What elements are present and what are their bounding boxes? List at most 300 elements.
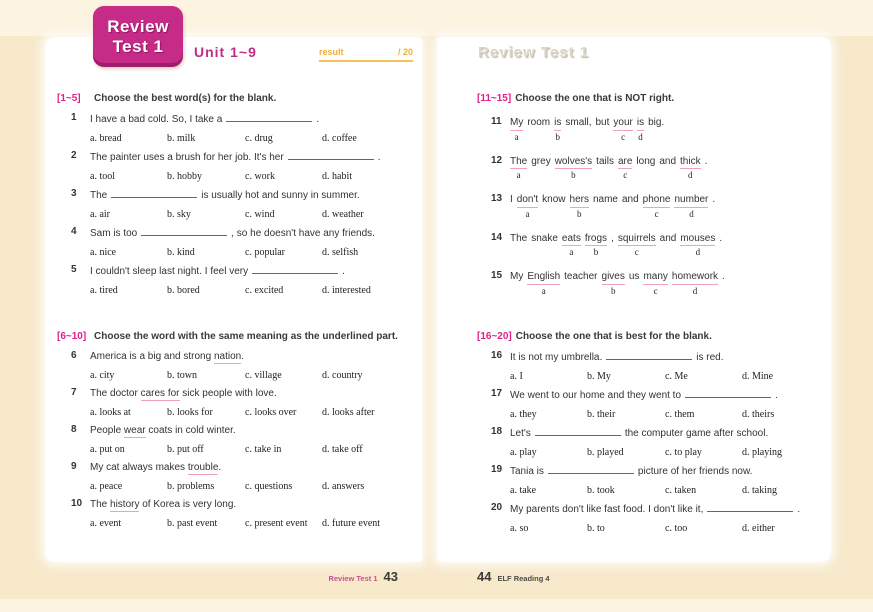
question xyxy=(477,426,825,459)
option-d: d. interested xyxy=(322,285,371,296)
result-score-line xyxy=(319,47,413,62)
question-text xyxy=(510,193,825,220)
choice-letter: a xyxy=(516,170,521,180)
option-d: d. theirs xyxy=(742,408,775,420)
question-text xyxy=(90,112,407,126)
question-number: 16 xyxy=(491,349,503,361)
question-text xyxy=(510,350,825,364)
option-c: c. drug xyxy=(245,133,273,144)
option-d: d. habit xyxy=(322,171,352,182)
token xyxy=(554,116,561,143)
token-word: name xyxy=(592,194,618,205)
token xyxy=(618,232,656,259)
text-segment: America is a big and strong xyxy=(90,351,214,362)
question-number: 10 xyxy=(71,498,83,509)
options-row xyxy=(90,132,407,145)
section xyxy=(477,93,825,297)
question-text xyxy=(90,424,407,437)
question-body xyxy=(90,112,407,145)
footer-book-section: Review Test 1 xyxy=(328,574,378,583)
question xyxy=(477,388,825,421)
option-b: b. town xyxy=(167,370,197,381)
token-word: and xyxy=(621,194,639,205)
question xyxy=(57,424,407,456)
token xyxy=(585,232,607,259)
section-heading xyxy=(477,93,825,104)
option-a: a. tool xyxy=(90,171,115,182)
question-post: . xyxy=(316,114,320,125)
question-body xyxy=(90,226,407,259)
underlined-word: mouses xyxy=(680,232,715,247)
token-word: . xyxy=(719,232,723,244)
token-word: . xyxy=(712,194,716,205)
token xyxy=(722,270,725,283)
token-word: room xyxy=(527,117,551,128)
choice-letter: d xyxy=(695,247,701,257)
token-word: but xyxy=(595,117,610,128)
question-post: , so he doesn't have any friends. xyxy=(231,228,375,239)
token xyxy=(570,193,589,220)
token xyxy=(542,193,565,206)
option-b: b. played xyxy=(587,446,624,458)
text-segment: of Korea is very long. xyxy=(139,499,237,510)
option-b: b. sky xyxy=(167,209,191,220)
underlined-word: trouble xyxy=(187,462,219,473)
answer-blank xyxy=(111,188,197,198)
token-word: . xyxy=(704,155,708,167)
left-page-number: 43 xyxy=(383,569,398,584)
underlined-word: hers xyxy=(570,193,589,208)
question-body xyxy=(90,461,407,493)
token xyxy=(719,232,722,245)
question-body xyxy=(510,155,825,182)
token-word: big. xyxy=(648,117,665,128)
text-segment: People xyxy=(90,425,124,436)
option-a: a. looks at xyxy=(90,407,131,418)
section xyxy=(57,93,407,297)
token xyxy=(643,193,671,220)
question-pre: The painter uses a brush for her job. It's her xyxy=(90,152,284,163)
options-row xyxy=(90,246,407,259)
token xyxy=(510,155,527,182)
option-b: b. bored xyxy=(167,285,200,296)
question xyxy=(477,350,825,383)
token xyxy=(593,193,618,206)
question-body xyxy=(510,116,825,143)
token xyxy=(602,270,625,297)
right-page-content xyxy=(477,93,825,535)
answer-blank xyxy=(606,350,692,360)
right-page-number: 44 xyxy=(477,569,492,584)
question-pre: It is not my umbrella. xyxy=(510,351,603,363)
option-b: b. problems xyxy=(167,481,215,492)
token xyxy=(712,193,715,206)
token-word: teacher xyxy=(564,271,598,282)
text-segment: sick people with love. xyxy=(179,388,277,399)
token xyxy=(510,116,523,143)
option-b: b. milk xyxy=(167,133,196,144)
question xyxy=(57,226,407,259)
token-word: long xyxy=(636,155,656,167)
option-a: a. they xyxy=(510,408,537,420)
question xyxy=(57,150,407,183)
choice-letter: c xyxy=(634,247,639,257)
question-text xyxy=(90,188,407,202)
options-row xyxy=(90,208,407,221)
option-b: b. looks for xyxy=(167,407,213,418)
question-pre: I have a bad cold. So, I take a xyxy=(90,114,223,125)
option-a: a. play xyxy=(510,446,537,458)
token-word: and xyxy=(659,232,677,244)
section xyxy=(477,331,825,535)
token xyxy=(680,232,715,259)
option-c: c. taken xyxy=(665,484,697,496)
token xyxy=(564,270,597,283)
token-word: snake xyxy=(531,232,558,244)
token xyxy=(611,232,614,245)
question xyxy=(477,232,825,259)
question-number: 12 xyxy=(491,154,503,166)
choice-letter: b xyxy=(610,285,616,296)
option-a: a. take xyxy=(510,484,537,496)
question-text xyxy=(510,155,825,182)
question-number: 2 xyxy=(71,150,77,161)
section-range: [1~5] xyxy=(57,93,81,104)
question-post: . xyxy=(775,389,778,401)
token-word: My xyxy=(510,271,524,282)
option-d: d. country xyxy=(322,370,363,381)
question-number: 20 xyxy=(491,501,503,513)
section-range: [6~10] xyxy=(57,331,87,342)
option-b: b. kind xyxy=(167,247,195,258)
question-text xyxy=(510,232,825,259)
question-body xyxy=(510,426,825,459)
token xyxy=(643,270,667,297)
question-number: 11 xyxy=(491,116,502,127)
option-c: c. present event xyxy=(245,518,308,529)
choice-letter: a xyxy=(514,131,519,142)
footer-book-title: ELF Reading 4 xyxy=(497,574,550,583)
option-c: c. too xyxy=(665,522,688,534)
token xyxy=(510,232,527,245)
options-row xyxy=(90,480,407,493)
choice-letter: a xyxy=(569,247,574,257)
choice-letter: d xyxy=(638,131,643,142)
question-body xyxy=(90,350,407,382)
token xyxy=(705,155,708,168)
token xyxy=(527,270,560,297)
options-row xyxy=(90,284,407,297)
answer-blank xyxy=(288,150,374,160)
unit-range-label: Unit 1~9 xyxy=(194,44,257,60)
option-d: d. selfish xyxy=(322,247,359,258)
question-body xyxy=(510,464,825,497)
question xyxy=(477,270,825,297)
question-number: 19 xyxy=(491,463,503,475)
token-word: I xyxy=(510,194,513,205)
underlined-word: nation xyxy=(213,351,242,362)
token-word: tails xyxy=(596,155,614,167)
options-row xyxy=(510,446,825,459)
question xyxy=(57,387,407,419)
option-c: c. to play xyxy=(665,446,702,458)
token xyxy=(510,270,523,283)
question-body xyxy=(90,188,407,221)
question-pre: Sam is too xyxy=(90,228,138,239)
underlined-word: don't xyxy=(517,193,538,208)
option-b: b. took xyxy=(587,484,615,496)
option-d: d. coffee xyxy=(322,133,357,144)
choice-letter: a xyxy=(541,285,546,296)
option-a: a. tired xyxy=(90,285,118,296)
underlined-word: homework xyxy=(672,270,718,285)
token xyxy=(648,116,664,129)
question xyxy=(57,350,407,382)
question-text xyxy=(510,116,825,143)
question xyxy=(477,155,825,182)
option-d: d. take off xyxy=(322,444,363,455)
question xyxy=(477,193,825,220)
question-post: the computer game after school. xyxy=(624,427,769,439)
choice-letter: d xyxy=(689,208,694,219)
option-b: b. hobby xyxy=(167,171,202,182)
section-heading xyxy=(57,331,407,342)
choice-letter: c xyxy=(621,131,626,142)
section-range: [16~20] xyxy=(477,330,512,342)
question-body xyxy=(510,350,825,383)
options-row xyxy=(90,369,407,382)
token xyxy=(672,270,718,297)
question xyxy=(57,264,407,297)
section-instruction: Choose the one that is NOT right. xyxy=(515,93,675,104)
underlined-word: squirrels xyxy=(618,232,656,247)
text-segment: . xyxy=(241,351,244,362)
choice-letter: d xyxy=(692,285,698,296)
section-instruction: Choose the best word(s) for the blank. xyxy=(94,93,277,104)
token-word: and xyxy=(659,155,677,167)
option-a: a. nice xyxy=(90,247,117,258)
question-post: picture of her friends now. xyxy=(637,465,753,477)
question-body xyxy=(90,264,407,297)
question-text xyxy=(90,350,407,363)
question-text xyxy=(90,461,407,474)
question-text xyxy=(510,502,825,516)
option-a: a. peace xyxy=(90,481,123,492)
token xyxy=(674,193,708,220)
option-c: c. looks over xyxy=(245,407,297,418)
question-text xyxy=(510,426,825,440)
question-text xyxy=(510,464,825,478)
text-segment: coats in cold winter. xyxy=(145,425,236,436)
option-a: a. put on xyxy=(90,444,125,455)
choice-letter: b xyxy=(593,247,599,257)
badge-line2: Test 1 xyxy=(112,36,164,56)
question xyxy=(477,116,825,143)
options-row xyxy=(510,408,825,421)
option-d: d. Mine xyxy=(742,370,774,382)
choice-letter: d xyxy=(688,170,693,180)
option-d: d. playing xyxy=(742,446,782,458)
underlined-word: is xyxy=(554,116,561,131)
question-text xyxy=(510,270,825,297)
section-instruction: Choose the one that is best for the blank. xyxy=(515,330,712,342)
right-page-footer xyxy=(477,568,550,586)
underlined-word: wear xyxy=(123,425,146,436)
choice-letter: b xyxy=(571,170,576,180)
question xyxy=(477,464,825,497)
question-body xyxy=(90,387,407,419)
option-a: a. I xyxy=(510,370,523,382)
underlined-word: eats xyxy=(562,232,581,247)
option-d: d. weather xyxy=(322,209,364,220)
token xyxy=(629,270,640,283)
token-word: know xyxy=(542,194,566,205)
question xyxy=(57,188,407,221)
left-page-content xyxy=(57,93,407,530)
underlined-word: gives xyxy=(602,270,625,285)
section-instruction: Choose the word with the same meaning as the underlined part. xyxy=(94,331,398,342)
option-d: d. future event xyxy=(322,518,381,529)
token xyxy=(613,116,632,143)
token xyxy=(659,155,676,168)
option-c: c. excited xyxy=(245,285,284,296)
answer-blank xyxy=(685,388,771,398)
options-row xyxy=(510,484,825,497)
token-word: small, xyxy=(565,117,592,128)
question-number: 5 xyxy=(71,264,77,275)
question-text xyxy=(90,498,407,511)
option-a: a. so xyxy=(510,522,529,534)
question-number: 6 xyxy=(71,350,77,361)
token xyxy=(562,232,581,259)
token xyxy=(517,193,538,220)
question-number: 17 xyxy=(491,387,503,399)
option-c: c. wind xyxy=(245,209,275,220)
question xyxy=(57,112,407,145)
underlined-word: is xyxy=(637,116,644,131)
underlined-word: English xyxy=(527,270,560,285)
right-page-running-title: Review Test 1 xyxy=(478,44,590,61)
question-body xyxy=(510,270,825,297)
question-body xyxy=(510,193,825,220)
answer-blank xyxy=(707,502,793,512)
option-d: d. answers xyxy=(322,481,365,492)
token xyxy=(660,232,677,245)
question-number: 14 xyxy=(491,231,503,243)
left-page-footer xyxy=(268,568,398,586)
answer-blank xyxy=(535,426,621,436)
options-row xyxy=(510,522,825,535)
text-segment: . xyxy=(218,462,222,473)
section-range: [11~15] xyxy=(477,93,512,104)
question-body xyxy=(510,502,825,535)
question-body xyxy=(90,424,407,456)
underlined-word: your xyxy=(613,116,632,131)
choice-letter: c xyxy=(654,208,659,219)
question-post: . xyxy=(377,152,381,163)
option-c: c. Me xyxy=(665,370,688,382)
option-b: b. put off xyxy=(167,444,204,455)
token xyxy=(596,155,614,168)
choice-letter: c xyxy=(623,170,628,180)
question-number: 3 xyxy=(71,188,77,199)
options-row xyxy=(90,443,407,456)
token xyxy=(555,155,592,182)
question-body xyxy=(90,150,407,183)
question-post: . xyxy=(797,503,801,515)
option-c: c. work xyxy=(245,171,275,182)
question-number: 13 xyxy=(491,193,503,204)
answer-blank xyxy=(141,226,227,236)
question-number: 15 xyxy=(491,270,503,281)
question-pre: Tania is xyxy=(510,465,544,477)
token xyxy=(622,193,639,206)
choice-letter: b xyxy=(555,131,560,142)
text-segment: The xyxy=(90,499,111,510)
token xyxy=(618,155,632,182)
token-word: , xyxy=(611,232,614,244)
token xyxy=(510,193,513,206)
option-b: b. My xyxy=(587,370,611,382)
underlined-word: wolves's xyxy=(555,155,592,170)
option-a: a. city xyxy=(90,370,115,381)
question-number: 18 xyxy=(491,425,503,437)
badge-line1: Review xyxy=(107,16,169,36)
token-word: grey xyxy=(531,155,551,167)
result-label: result xyxy=(319,47,344,57)
question-body xyxy=(510,388,825,421)
text-segment: The doctor xyxy=(90,388,141,399)
choice-letter: a xyxy=(525,208,530,219)
question-text xyxy=(90,264,407,278)
token xyxy=(636,155,655,168)
answer-blank xyxy=(548,464,634,474)
option-b: b. their xyxy=(587,408,616,420)
question-pre: I couldn't sleep last night. I feel very xyxy=(90,266,249,277)
underlined-word: are xyxy=(618,155,632,170)
option-a: a. bread xyxy=(90,133,122,144)
option-d: d. either xyxy=(742,522,775,534)
question-number: 1 xyxy=(71,112,77,123)
question-text xyxy=(90,226,407,240)
question-number: 4 xyxy=(71,226,77,237)
option-a: a. air xyxy=(90,209,110,220)
token-word: . xyxy=(722,271,725,282)
underlined-word: number xyxy=(674,193,708,208)
underlined-word: history xyxy=(110,499,140,510)
question-body xyxy=(90,498,407,530)
options-row xyxy=(90,170,407,183)
question-post: is red. xyxy=(696,351,724,363)
token xyxy=(527,116,550,129)
options-row xyxy=(90,517,407,530)
section xyxy=(57,331,407,530)
choice-letter: b xyxy=(576,208,582,219)
question-pre: The xyxy=(90,190,108,201)
token xyxy=(596,116,610,129)
text-segment: My cat always makes xyxy=(90,462,188,473)
option-c: c. take in xyxy=(245,444,282,455)
option-c: c. questions xyxy=(245,481,293,492)
option-b: b. to xyxy=(587,522,605,534)
question-number: 7 xyxy=(71,387,77,398)
underlined-word: many xyxy=(643,270,667,285)
question-post: is usually hot and sunny in summer. xyxy=(201,190,360,201)
token xyxy=(565,116,591,129)
token xyxy=(531,155,550,168)
underlined-word: cares for xyxy=(140,388,180,399)
question-pre: My parents don't like fast food. I don't like it, xyxy=(510,503,704,515)
